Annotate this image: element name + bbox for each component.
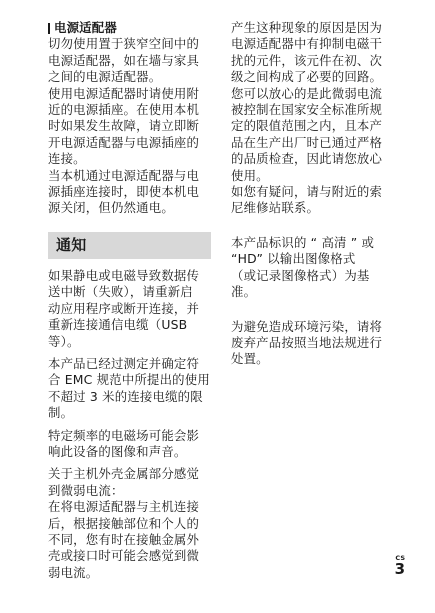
notice-paragraph-3: 特定频率的电磁场可能会影 响此设备的图像和声音。 [48,427,200,459]
page-number: 3 [394,560,405,578]
notice-paragraph-4: 关于主机外壳金属部分感觉 到微弱电流： 在将电源适配器与主机连接 后，根据接触部位和个人的 不同，您有时在接触金属外 壳或接口时可能会感觉到微 弱电流。 [48,466,200,580]
heading-marker [48,23,50,34]
page-footer [395,555,405,577]
language-code: CS [395,554,405,562]
notice-heading [48,232,211,259]
notice-heading-text: 通知 [56,236,87,255]
right-paragraph-2: 本产品标识的 “ 高清 ” 或 “HD” 以输出图像格式 （或记录图像格式）为基 准。 [231,234,375,300]
right-column [231,20,394,368]
right-paragraph-1: 产生这种现象的原因是因为 电源适配器中有抑制电磁干 扰的元件，该元件在初、次 级之间构成了必要的回路。 您可以放心的是此微弱电流 被控制在国家安全标准所规 定的限值范围之内，且本产 品在生产出厂时已通过严格 的品质检查，因此请您放心 使用。 如您有疑问，请与附近的索 尼维修站联系。 [231,20,383,216]
power-adapter-heading [48,20,211,36]
adapter-paragraph-3: 当本机通过电源适配器与电 源插座连接时，即使本机电 源关闭，但仍然通电。 [48,167,200,216]
power-adapter-heading-text: 电源适配器 [54,20,117,35]
left-column [48,20,211,581]
right-paragraph-3: 为避免造成环境污染，请将 废弃产品按照当地法规进行 处置。 [231,318,383,367]
adapter-paragraph-2: 使用电源适配器时请使用附 近的电源插座。在使用本机 时如果发生故障，请立即断 开电源适配器与电源插座的 连接。 [48,85,200,167]
notice-paragraph-1: 如果静电或电磁导致数据传 送中断（失败），请重新启 动应用程序或断开连接，并 重新连接通信电缆（USB 等）。 [48,267,200,349]
notice-paragraph-2: 本产品已经过测定并确定符 合 EMC 规范中所提出的使用 不超过 3 米的连接电缆的限 制。 [48,355,210,421]
adapter-paragraph-1: 切勿使用置于狭窄空间中的 电源适配器，如在墙与家具 之间的电源适配器。 [48,36,200,85]
